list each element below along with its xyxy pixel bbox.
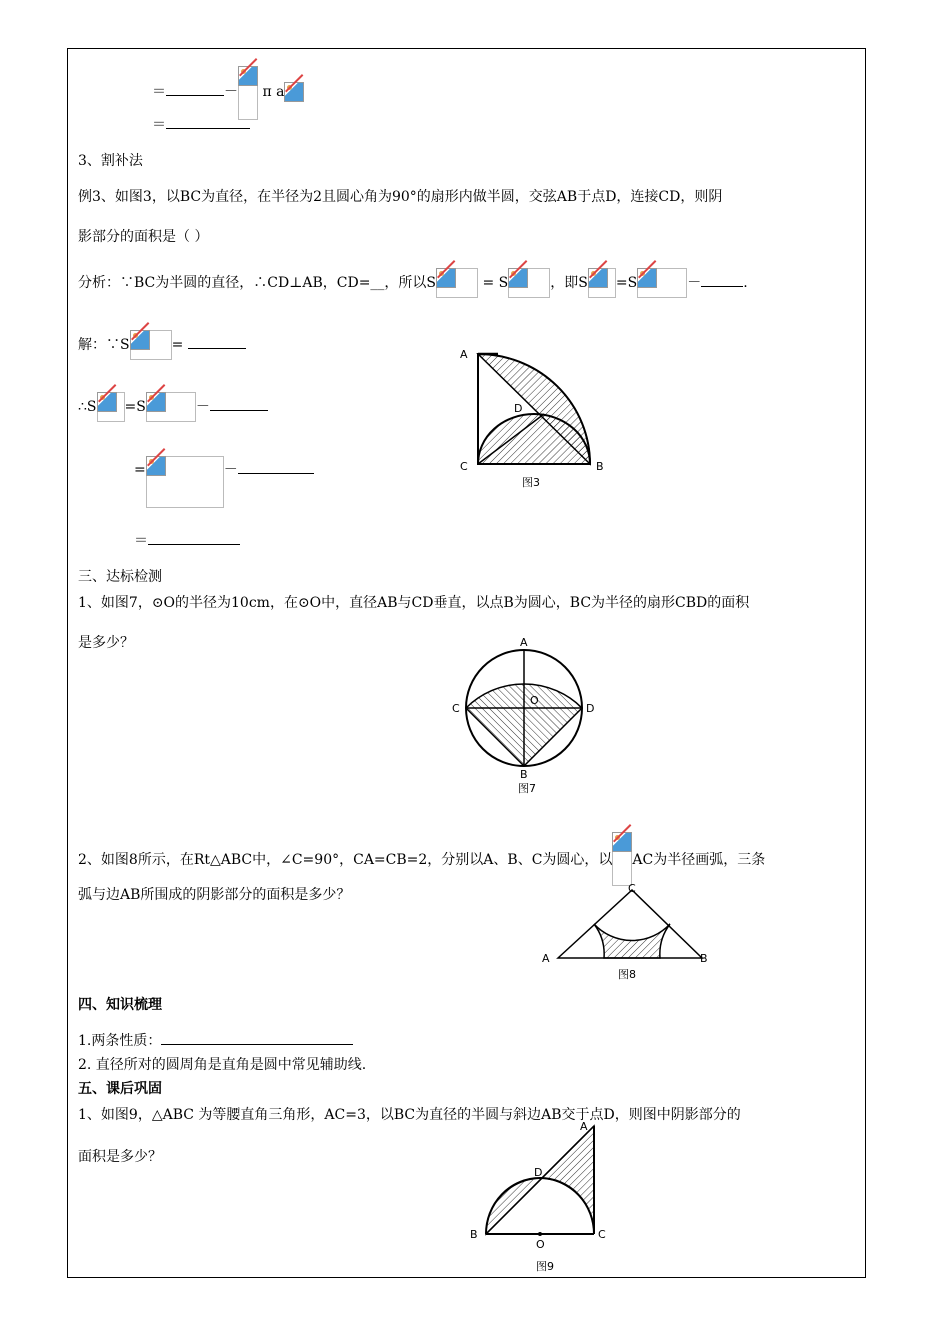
label-a: A xyxy=(520,636,528,649)
label-a: A xyxy=(542,952,550,965)
formula-line-2: ＝ xyxy=(152,116,250,134)
figure-caption: 图9 xyxy=(536,1260,554,1273)
question-2-line-2: 弧与边AB所围成的阴影部分的面积是多少？ xyxy=(78,887,351,903)
solution-line-2: ∴S =S － xyxy=(78,392,268,422)
answer-blank[interactable] xyxy=(161,1032,353,1045)
method-heading: 3、割补法 xyxy=(78,153,143,169)
subscript-image-icon xyxy=(436,268,478,298)
question-1-line-1: 1、如图7，⊙O的半径为10cm，在⊙O中，直径AB与CD垂直，以点B为圆心，BC为半径的扇形CBD的面积 xyxy=(78,595,750,611)
homework-q1-line-2: 面积是多少？ xyxy=(78,1149,162,1165)
label-a: A xyxy=(580,1120,588,1133)
section-4-heading: 四、知识梳理 xyxy=(78,997,162,1013)
answer-blank[interactable] xyxy=(701,274,743,287)
answer-blank[interactable] xyxy=(166,83,224,96)
solution-line-1: 解：∵S = xyxy=(78,330,246,360)
label-c: C xyxy=(460,460,468,473)
figure-caption: 图3 xyxy=(522,476,540,489)
formula-line-1: ＝ － π a xyxy=(152,66,304,120)
solution-line-4: ＝ xyxy=(134,532,240,550)
summary-item-2: 2. 直径所对的圆周角是直角是圆中常见辅助线. xyxy=(78,1057,367,1073)
figure-3 xyxy=(450,340,620,492)
answer-blank[interactable] xyxy=(188,336,246,349)
label-b: B xyxy=(470,1228,478,1241)
label-c: C xyxy=(628,882,636,895)
fraction-image-icon xyxy=(146,456,224,508)
figure-caption: 图7 xyxy=(518,782,536,795)
section-5-heading: 五、课后巩固 xyxy=(78,1081,162,1097)
fraction-image-icon xyxy=(238,66,258,120)
homework-q1-line-1: 1、如图9，△ABC 为等腰直角三角形，AC=3，以BC为直径的半圆与斜边AB交于点D，则图中阴影部分的 xyxy=(78,1107,741,1123)
figure-9 xyxy=(462,1116,622,1274)
solution-line-3: = － xyxy=(134,456,314,508)
label-c: C xyxy=(598,1228,606,1241)
label-a: A xyxy=(460,348,468,361)
label-d: D xyxy=(514,402,523,415)
label-b: B xyxy=(520,768,528,781)
answer-blank[interactable] xyxy=(166,116,250,129)
section-3-heading: 三、达标检测 xyxy=(78,569,162,585)
figure-7 xyxy=(448,632,608,796)
answer-blank[interactable] xyxy=(148,532,240,545)
label-b: B xyxy=(596,460,604,473)
label-d: D xyxy=(586,702,595,715)
question-1-line-2: 是多少？ xyxy=(78,635,134,651)
subscript-image-icon xyxy=(508,268,550,298)
example-text-line-1: 例3、如图3，以BC为直径，在半径为2且圆心角为90°的扇形内做半圆，交弦AB于点D，连接CD，则阴 xyxy=(78,189,723,205)
example-text-line-2: 影部分的面积是（ ） xyxy=(78,229,209,245)
subscript-image-icon xyxy=(637,268,687,298)
question-2-line-1: 2、如图8所示，在Rt△ABC中，∠C=90°，CA=CB=2，分别以A、B、C为圆心，以 AC为半径画弧，三条 xyxy=(78,832,765,886)
subscript-image-icon xyxy=(588,268,616,298)
label-c: C xyxy=(452,702,460,715)
label-o: O xyxy=(536,1238,545,1251)
answer-blank[interactable] xyxy=(210,398,268,411)
label-b: B xyxy=(700,952,708,965)
subscript-image-icon xyxy=(146,392,196,422)
label-d: D xyxy=(534,1166,543,1179)
answer-blank[interactable] xyxy=(238,461,314,474)
subscript-image-icon xyxy=(97,392,125,422)
figure-caption: 图8 xyxy=(618,968,636,981)
summary-item-1: 1.两条性质： xyxy=(78,1032,353,1050)
figure-8 xyxy=(538,878,718,984)
label-o: O xyxy=(530,694,539,707)
image-placeholder-icon xyxy=(284,82,304,102)
analysis-line: 分析：∵BC为半圆的直径，∴CD⊥AB，CD=__，所以S = S ，即S =S － . xyxy=(78,268,748,298)
subscript-image-icon xyxy=(130,330,172,360)
